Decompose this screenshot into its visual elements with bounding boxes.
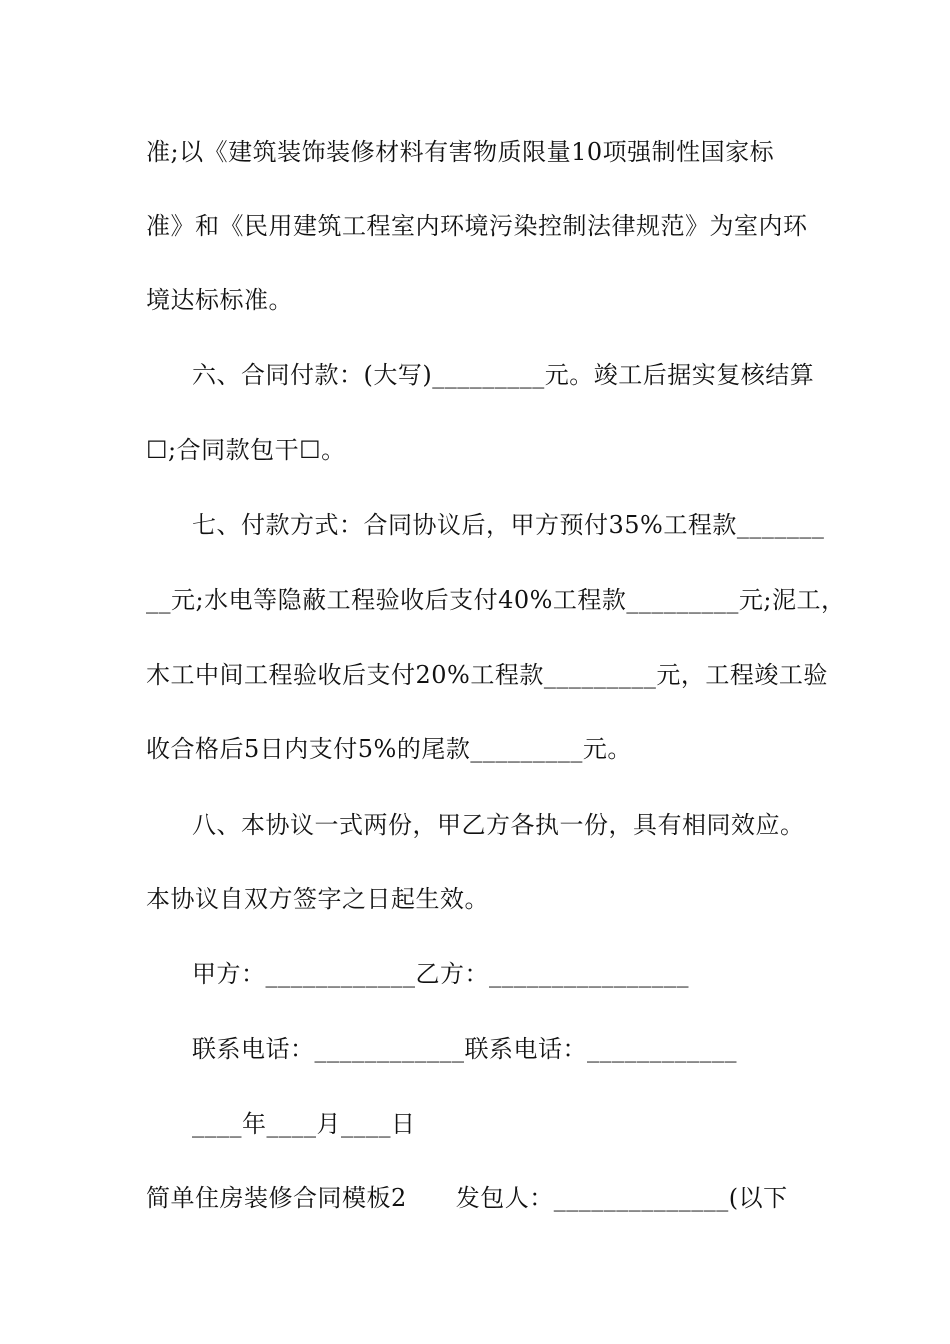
- clause-six-checkbox-line: ☐;合同款包干☐。: [146, 436, 346, 464]
- clause-seven-line: 收合格后5日内支付5%的尾款_________元。: [146, 735, 632, 763]
- clause-eight-line: 八、本协议一式两份，甲乙方各执一份，具有相同效应。: [192, 811, 805, 839]
- clause-seven-line: 七、付款方式：合同协议后，甲方预付35%工程款_______: [192, 511, 825, 539]
- clause-six-line: 六、合同付款：(大写)_________元。竣工后据实复核结算: [192, 361, 815, 389]
- contact-phone-line: 联系电话：____________联系电话：____________: [192, 1035, 737, 1063]
- party-signature-line: 甲方：____________乙方：________________: [192, 960, 689, 988]
- clause-seven-line: __元;水电等隐蔽工程验收后支付40%工程款_________元;泥工，: [146, 586, 846, 614]
- paragraph-line: 准;以《建筑装饰装修材料有害物质限量10项强制性国家标: [146, 138, 775, 166]
- clause-seven-line: 木工中间工程验收后支付20%工程款_________元，工程竣工验: [146, 661, 828, 689]
- template-heading-line: 简单住房装修合同模板2 发包人：______________(以下: [146, 1184, 788, 1212]
- clause-eight-line: 本协议自双方签字之日起生效。: [146, 885, 489, 913]
- paragraph-line: 准》和《民用建筑工程室内环境污染控制法律规范》为室内环: [146, 212, 808, 240]
- date-line: ____年____月____日: [192, 1110, 416, 1138]
- paragraph-line: 境达标标准。: [146, 286, 293, 314]
